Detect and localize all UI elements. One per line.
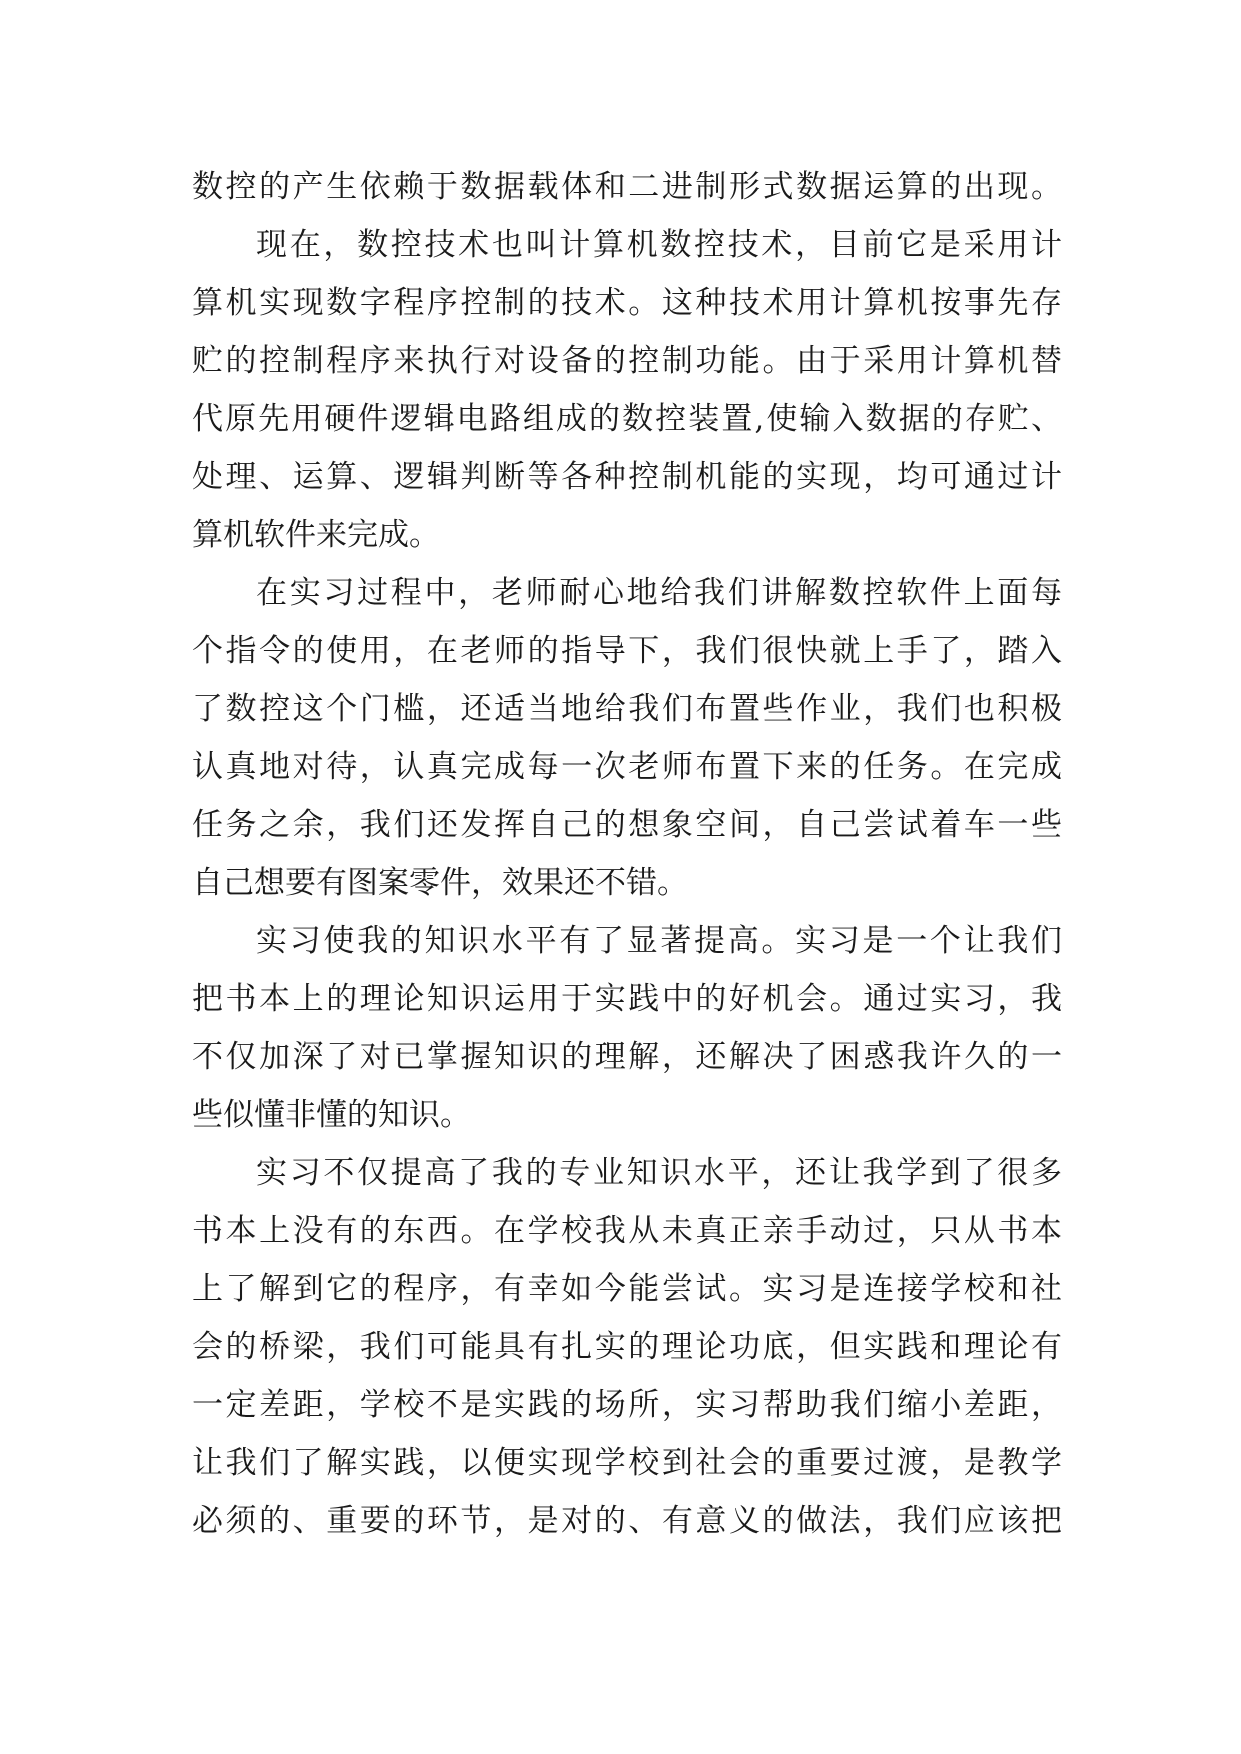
- text-line: 在实习过程中，老师耐心地给我们讲解数控软件上面每: [256, 575, 1062, 611]
- text-line: 实习不仅提高了我的专业知识水平，还让我学到了很多: [256, 1155, 1062, 1191]
- text-line: 任务之余，我们还发挥自己的想象空间，自己尝试着车一些: [192, 807, 1062, 843]
- text-line: 会的桥梁，我们可能具有扎实的理论功底，但实践和理论有: [192, 1329, 1062, 1365]
- text-line: 让我们了解实践，以便实现学校到社会的重要过渡，是教学: [192, 1445, 1062, 1481]
- text-line: 代原先用硬件逻辑电路组成的数控装置,使输入数据的存贮、: [192, 401, 1062, 437]
- text-line: 实习使我的知识水平有了显著提高。实习是一个让我们: [256, 923, 1062, 959]
- text-line: 算机软件来完成。: [192, 517, 440, 553]
- text-line: 必须的、重要的环节，是对的、有意义的做法，我们应该把: [192, 1503, 1062, 1539]
- text-line: 不仅加深了对已掌握知识的理解，还解决了困惑我许久的一: [192, 1039, 1062, 1075]
- text-line: 处理、运算、逻辑判断等各种控制机能的实现，均可通过计: [192, 459, 1062, 495]
- text-line: 了数控这个门槛，还适当地给我们布置些作业，我们也积极: [192, 691, 1062, 727]
- text-line: 数控的产生依赖于数据载体和二进制形式数据运算的出现。: [192, 169, 1062, 205]
- text-line: 现在，数控技术也叫计算机数控技术，目前它是采用计: [256, 227, 1062, 263]
- text-line: 个指令的使用，在老师的指导下，我们很快就上手了，踏入: [192, 633, 1062, 669]
- text-line: 自己想要有图案零件，效果还不错。: [192, 865, 688, 901]
- text-line: 一定差距，学校不是实践的场所，实习帮助我们缩小差距，: [192, 1387, 1062, 1423]
- text-line: 算机实现数字程序控制的技术。这种技术用计算机按事先存: [192, 285, 1062, 321]
- paragraph-4: [192, 912, 1062, 1144]
- text-line: 书本上没有的东西。在学校我从未真正亲手动过，只从书本: [192, 1213, 1062, 1249]
- paragraph-5: [192, 1144, 1062, 1550]
- text-line: 认真地对待，认真完成每一次老师布置下来的任务。在完成: [192, 749, 1062, 785]
- text-line: 把书本上的理论知识运用于实践中的好机会。通过实习，我: [192, 981, 1062, 1017]
- text-line: 些似懂非懂的知识。: [192, 1097, 471, 1133]
- text-line: 上了解到它的程序，有幸如今能尝试。实习是连接学校和社: [192, 1271, 1062, 1307]
- paragraph-2: [192, 216, 1062, 564]
- document-body: [192, 158, 1062, 1550]
- text-line: 贮的控制程序来执行对设备的控制功能。由于采用计算机替: [192, 343, 1062, 379]
- paragraph-1: [192, 158, 1062, 216]
- paragraph-3: [192, 564, 1062, 912]
